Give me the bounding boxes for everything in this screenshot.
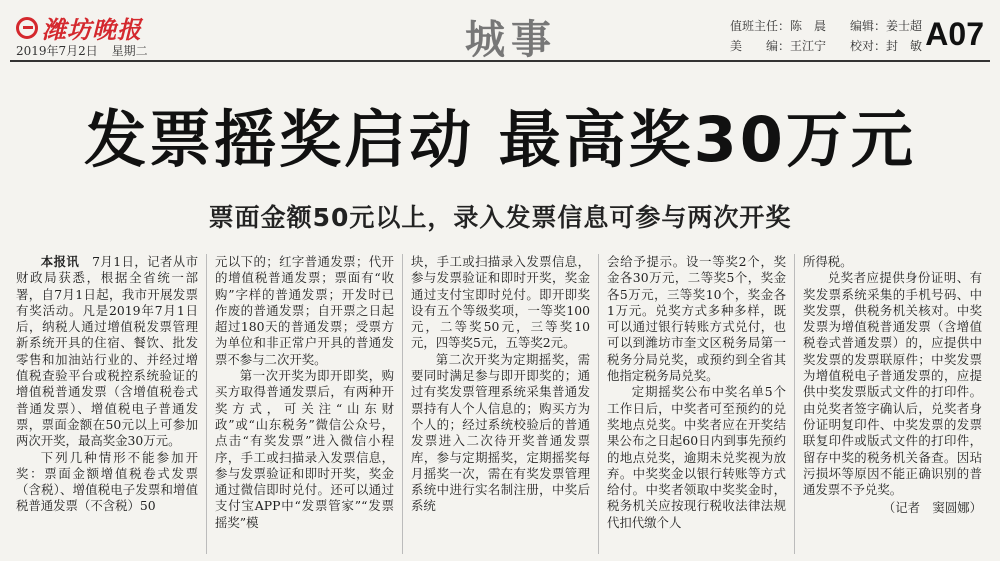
article-paragraph: 元以下的；红字普通发票；代开的增值税普通发票；票面有“收购”字样的普通发票；开发时已作废的普通发票；自开票之日起超过180天的普通发票；受票方为单位和非正常户开具的普通发票不参与二次开奖。 — [215, 254, 394, 367]
staff-credits — [730, 16, 922, 56]
page-number: A07 — [925, 16, 984, 52]
article-paragraph: 第一次开奖为即开即奖，购买方取得普通发票后，有两种开奖方式，可关注“山东财政”或“山东税务”微信公众号，点击“有奖发票”进入微信小程序，手工或扫描录入发票信息，参与发票验证和即时开奖，奖金通过微信即时兑付。还可以通过支付宝APP中“发票管家”“发票摇奖”模 — [215, 368, 394, 530]
article-column — [794, 254, 990, 554]
staff-credit: 值班主任：陈 晨 — [730, 19, 827, 33]
article-paragraph: 兑奖者应提供身份证明、有奖发票系统采集的手机号码、中奖发票，供税务机关核对。中奖发票为增值税普通发票（含增值税卷式普通发票）的，应提供中奖发票的发票联原件；中奖发票为增值税电子普通发票的，应提供中奖发票版式文件的打印件。由兑奖者签字确认后，兑奖者身份证明复印件、中奖发票的发票联复印件或版式文件的打印件，留存中奖的税务机关备查。因玷污损坏等原因不能正确识别的普通发票不予兑奖。 — [803, 270, 982, 498]
masthead — [10, 4, 990, 62]
headline: 发票摇奖启动 最高奖30万元 — [84, 103, 916, 176]
issue-weekday: 星期二 — [111, 44, 148, 58]
staff-credit: 校对：封 敏 — [850, 39, 923, 53]
paper-name: 潍坊晚报 — [42, 15, 142, 44]
section-title: 城事 — [465, 17, 557, 63]
subheadline: 票面金额50元以上，录入发票信息可参与两次开奖 — [208, 203, 792, 232]
dateline — [16, 42, 158, 59]
paragraph-text: 7月1日，记者从市财政局获悉，根据全省统一部署，自7月1日起，我市开展发票有奖活动。凡是2019年7月1日后，纳税人通过增值税发票管理新系统开具的住宿、餐饮、批发零售和加油站行业的、并经过增值税查验平台或税控系统验证的增值税普通发票（含增值税卷式普通发票）、增值税电子普通发票，票面金额在50元以上可参加两次开奖，最高奖金30万元。 — [16, 254, 198, 449]
article-paragraph: 定期摇奖公布中奖名单5个工作日后，中奖者可至预约的兑奖地点兑奖。中奖者应在开奖结果公布之日起60日内到事先预约的地点兑奖，逾期未兑奖视为放弃。中奖奖金以银行转账等方式给付。中奖者领取中奖奖金时，税务机关应按现行税收法律法规代扣代缴个人 — [607, 384, 786, 530]
article-paragraph: 下列几种情形不能参加开奖：票面金额增值税卷式发票（含税）、增值税电子发票和增值税普通发票（不含税）50 — [16, 449, 198, 514]
staff-credit: 编辑：姜士超 — [850, 19, 923, 33]
article-column — [598, 254, 794, 554]
article-body — [10, 254, 990, 554]
article-column — [402, 254, 598, 554]
article-column — [206, 254, 402, 554]
staff-row — [730, 36, 922, 56]
article-paragraph: 所得税。 — [803, 254, 853, 269]
staff-row — [730, 16, 922, 36]
lead-label: 本报讯 — [40, 254, 80, 269]
issue-date: 2019年7月2日 — [16, 44, 98, 58]
paper-logo — [16, 10, 142, 45]
staff-credit: 美 编：王江宁 — [730, 39, 827, 53]
article-paragraph: 块，手工或扫描录入发票信息，参与发票验证和即时开奖，奖金通过支付宝即时兑付。即开即奖设有五个等级奖项，一等奖100元，二等奖50元，三等奖10元，四等奖5元，五等奖2元。 — [411, 254, 590, 351]
article-paragraph: 会给予提示。设一等奖2个，奖金各30万元，二等奖5个，奖金各5万元，三等奖10个，奖金各1万元。兑奖方式多种多样，既可以通过银行转账方式兑付，也可以到潍坊市奎文区税务局第一税务分局兑奖，或预约到全省其他指定税务局兑奖。 — [607, 254, 786, 384]
article-column — [10, 254, 206, 554]
logo-icon — [16, 17, 38, 39]
byline: （记者 窦圆娜） — [882, 500, 982, 516]
article-paragraph: 第二次开奖为定期摇奖，需要同时满足参与即开即奖的；通过有奖发票管理系统采集普通发票持有人个人信息的；购买方为个人的；经过系统校验后的普通发票进入二次待开奖普通发票库，参与定期摇奖，定期摇奖每月摇奖一次，需在有奖发票管理系统中进行实名制注册，中奖后系统 — [411, 351, 590, 514]
article-paragraph — [16, 254, 198, 450]
